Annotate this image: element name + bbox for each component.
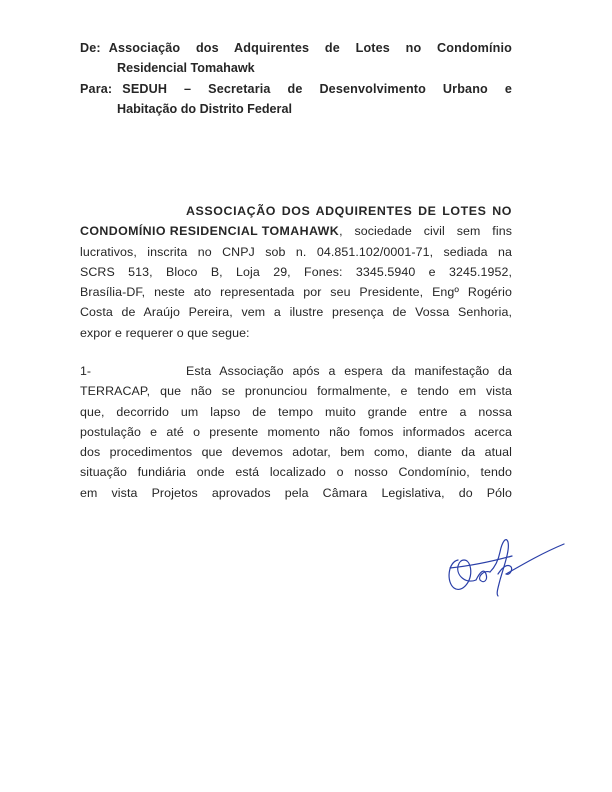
header-from: [80, 38, 512, 58]
intro-paragraph: [80, 201, 512, 343]
intro-line-7: expor e requerer o que segue:: [80, 325, 250, 340]
item1-paragraph: [80, 361, 512, 503]
item1-line-6: situação fundiária onde está localizado o nosso Condomínio, tendo: [80, 465, 512, 480]
item1-line-7: em vista Projetos aprovados pela Câmara Legislativa, do Pólo: [80, 485, 512, 500]
header-to-text: SEDUH – Secretaria de Desenvolvimento Urbano e: [122, 82, 512, 96]
intro-line-1: ASSOCIAÇÃO DOS ADQUIRENTES DE LOTES NO: [186, 204, 512, 218]
header-from-line2: Residencial Tomahawk: [117, 61, 255, 75]
signature-icon: [440, 522, 570, 602]
header-to: [80, 79, 512, 99]
header-from-text: Associação dos Adquirentes de Lotes no Condomínio: [108, 41, 512, 55]
intro-line-3: lucrativos, inscrita no CNPJ sob n. 04.851.102/0001-71, sediada na: [80, 244, 512, 259]
intro-line-5: Brasília-DF, neste ato representada por seu Presidente, Engº Rogério: [80, 285, 512, 300]
item1-line-5: dos procedimentos que devemos adotar, bem como, diante da atual: [80, 445, 512, 460]
intro-line-6: Costa de Araújo Pereira, vem a ilustre presença de Vossa Senhoria,: [80, 305, 512, 320]
header-to-label: Para:: [80, 82, 113, 96]
item-number: 1-: [80, 364, 92, 378]
header-from-label: De:: [80, 41, 101, 55]
header-to-line1: [80, 79, 512, 99]
item1-line-4: postulação e até o presente momento não fomos informados acerca: [80, 424, 512, 439]
intro-line-4: SCRS 513, Bloco B, Loja 29, Fones: 3345.5940 e 3245.1952,: [80, 264, 512, 279]
item1-line-2: TERRACAP, que não se pronunciou formalmente, e tendo em vista: [80, 384, 512, 399]
header-from-line1: [80, 38, 512, 58]
intro-line-2-rest: , sociedade civil sem fins: [339, 224, 512, 239]
association-name: CONDOMÍNIO RESIDENCIAL TOMAHAWK: [80, 224, 340, 239]
header-to-line2: Habitação do Distrito Federal: [117, 102, 292, 116]
item1-line-3: que, decorrido um lapso de tempo muito grande entre a nossa: [80, 404, 512, 419]
item1-line-1: Esta Associação após a espera da manifestação da: [186, 364, 512, 378]
intro-line-2: [80, 221, 512, 241]
